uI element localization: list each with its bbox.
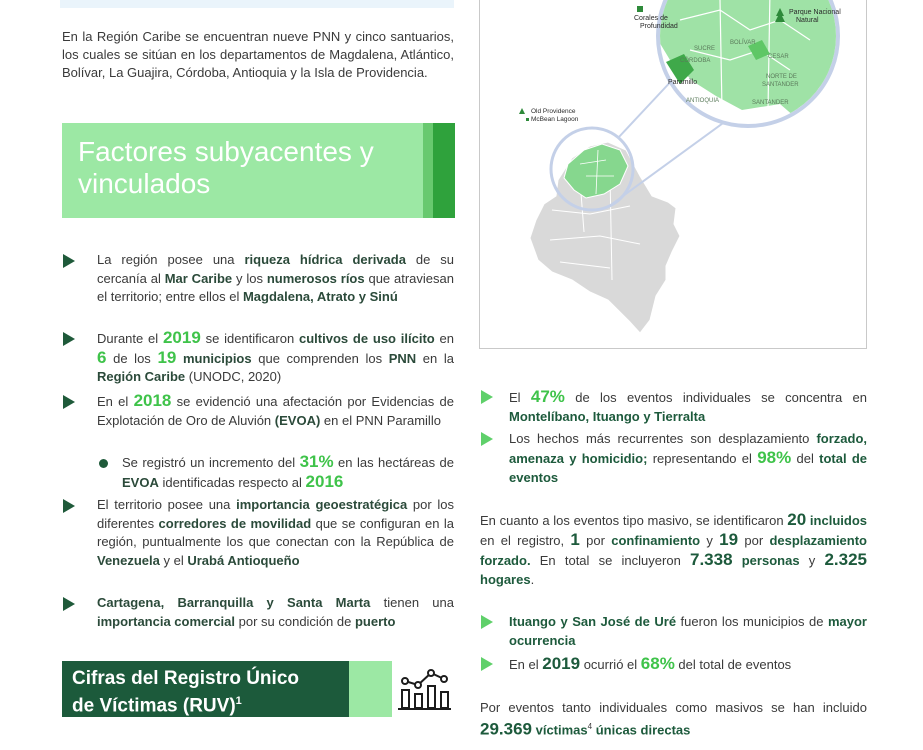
bullet-puertos: Cartagena, Barranquilla y Santa Marta tienen una importancia comercial por su condición de puerto [97,595,454,629]
sub-bullet-incremento: Se registró un incremento del 31% en las hectáreas de EVOA identificadas respecto al 2016 [122,452,454,491]
sub-bullet-dot-icon [99,459,108,468]
intro-paragraph: En la Región Caribe se encuentran nueve PNN y cinco santuarios, los cuales se sitúan en los departamentos de Magdalena, Atlántico, Bolívar, La Guajira, Córdoba, Antioquia y la Isla de Providencia. [62,29,454,80]
label-old-providence: Old Providence [531,108,576,115]
colombia-map [480,0,867,349]
bullet-cultivos: Durante el 2019 se identificaron cultivos de uso ilícito en 6 de los 19 municipios que comprenden los PNN en la Región Caribe (UNODC, 2020) [97,328,454,384]
label-norte-santander: SANTANDER [762,82,799,88]
ruv-title: Cifras del Registro Único de Víctimas (RUV)$^1$ [72,668,299,717]
bullet-arrow-icon [481,657,493,671]
bullet-arrow-icon [481,390,493,404]
masivo-paragraph: En cuanto a los eventos tipo masivo, se identificaron 20 incluidos en el registro, 1 por confinamiento y 19 por desplazamiento forzado. En total se incluyeron 7.338 personas y 2.325 hogares. [480,510,867,587]
bullet-hidrica: La región posee una riqueza hídrica derivada de su cercanía al Mar Caribe y los numerosos ríos que atraviesan el territorio; entre ellos el Magdalena, Atrato y Sinú [97,252,454,304]
label-antioquia: ANTIOQUIA [686,98,720,104]
top-strip [60,0,454,8]
bullet-arrow-icon [481,615,493,629]
ruv-header [62,661,349,717]
bar-chart-icon [396,664,452,712]
label-santander: SANTANDER [752,100,789,106]
bullet-arrow-icon [63,332,75,346]
map-panel [479,0,867,349]
legend-label: Parque Nacional [789,9,841,16]
factores-header [62,123,455,218]
bullet-arrow-icon [481,432,493,446]
legend-label-2: Natural [796,17,819,24]
bullet-evoa: En el 2018 se evidenció una afectación por Evidencias de Explotación de Oro de Aluvión (EVOA) en el PNN Paramillo [97,391,454,428]
bullet-arrow-icon [63,597,75,611]
label-cesar: CESAR [768,54,789,60]
right-bullet-recurrentes: Los hechos más recurrentes son desplazamiento forzado, amenaza y homicidio; representando el 98% del total de eventos [509,431,868,485]
bullet-arrow-icon [63,499,75,513]
header-accent-bar [423,123,433,218]
island-dot [526,118,529,121]
ruv-accent-bar [349,661,392,717]
label-paramillo: Paramillo [668,79,698,86]
right-bullet-2019: En el 2019 ocurrió el 68% del total de eventos [509,654,792,673]
label-corales: Corales de [634,15,668,22]
bullet-arrow-icon [63,254,75,268]
label-sucre: SUCRE [694,46,716,52]
park-marker-icon [519,108,525,114]
label-bolivar: BOLÍVAR [730,40,756,46]
label-norte: NORTE DE [766,74,797,80]
header-accent-bar-dark [433,123,455,218]
label-mcbean: McBean Lagoon [531,116,579,123]
victimas-paragraph: Por eventos tanto individuales como masivos se han incluido 29.369 víctimas$^4$ únicas directas [480,700,867,739]
factores-title: Factores subyacentes y vinculados [78,136,374,199]
label-cordoba: CÓRDOBA [680,58,711,64]
bullet-arrow-icon [63,395,75,409]
right-bullet-47: El 47% de los eventos individuales se concentra en Montelíbano, Ituango y Tierralta [509,387,868,424]
park-marker-icon [637,6,643,12]
label-profundidad: Profundidad [640,23,678,30]
right-bullet-ituango: Ituango y San José de Uré fueron los municipios de mayor ocurrencia [509,614,867,648]
bullet-geoestrategica: El territorio posee una importancia geoestratégica por los diferentes corredores de movilidad que se configuran en la región, puntualmente los que conectan con la República de Venezuela y el Urabá Antioqueño [97,497,455,568]
